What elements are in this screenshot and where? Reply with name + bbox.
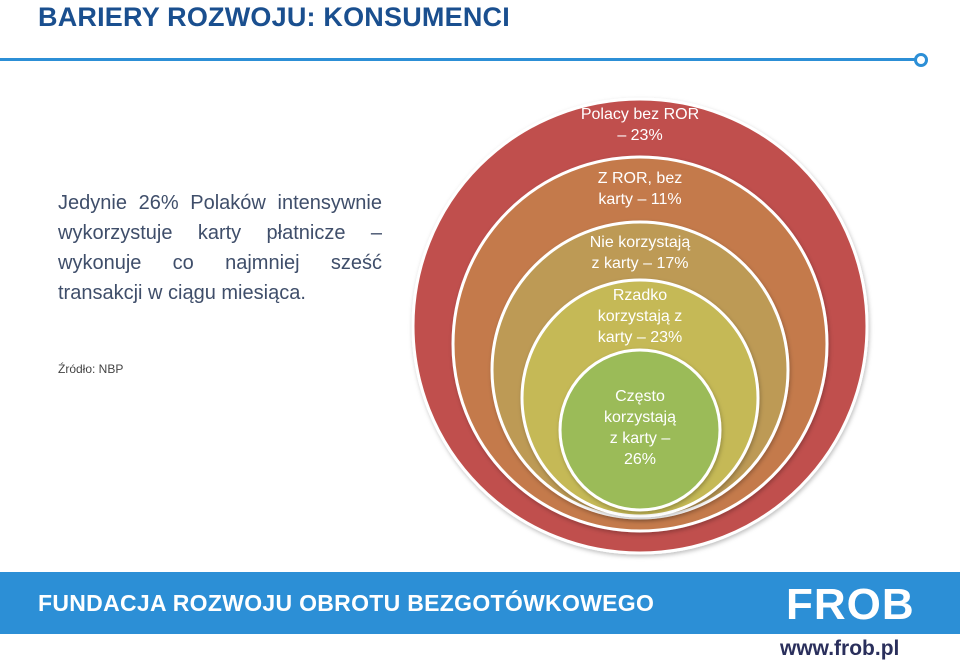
diagram-ring-label-line: z karty – [609, 430, 671, 447]
diagram-ring-label-line: karty – 23% [597, 329, 683, 346]
diagram-ring-label-3 [550, 232, 730, 274]
diagram-ring-label-line: Polacy bez ROR [580, 106, 700, 123]
diagram-ring-label-2 [550, 168, 730, 210]
diagram-ring-label-line: Z ROR, bez [597, 170, 683, 187]
diagram-ring-label-line: Rzadko [612, 287, 668, 304]
diagram-ring-label-line: z karty – 17% [591, 255, 689, 272]
diagram-ring-label-line: – 23% [617, 127, 663, 144]
diagram-ring-label-line: korzystają [603, 409, 677, 426]
footer-organization-name: FUNDACJA ROZWOJU OBROTU BEZGOTÓWKOWEGO [38, 590, 655, 616]
description-text: Jedynie 26% Polaków intensywnie wykorzystuje karty płatnicze – wykonuje co najmniej sześć transakcji w ciągu miesiąca. [58, 192, 382, 304]
diagram-ring-label-line: 26% [623, 451, 657, 468]
diagram-ring-label-line: Nie korzystają [589, 234, 691, 251]
diagram-ring-label-1 [550, 104, 730, 146]
diagram-ring-label-line: karty – 11% [598, 191, 682, 208]
frob-logo: FROB [786, 580, 915, 629]
diagram-ring-label-5 [550, 386, 730, 470]
diagram-ring-label-4 [550, 285, 730, 348]
diagram-ring-label-line: Często [615, 388, 665, 405]
page-title: BARIERY ROZWOJU: KONSUMENCI [38, 2, 510, 32]
source-note: Źródło: NBP [58, 362, 124, 376]
website-link[interactable]: www.frob.pl [780, 637, 900, 660]
diagram-ring-label-line: korzystają z [597, 308, 683, 325]
